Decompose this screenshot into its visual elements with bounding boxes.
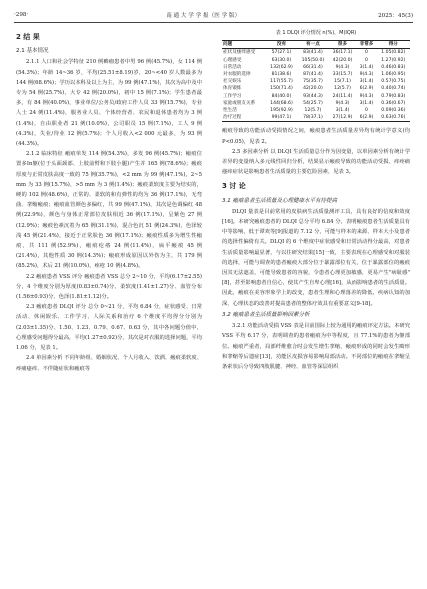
subsection-31-heading: 3.1 瘢痕患者生活质量及心理健康水平有待提高 — [222, 197, 337, 204]
table-cell: 99(47.1) — [266, 114, 297, 122]
table-cell: 12(5.7) — [304, 108, 322, 114]
table-cell: 27(12.9) — [329, 114, 357, 122]
table-cell: 87(41.4) — [303, 72, 323, 78]
table-cell: 42(20.0) — [303, 86, 323, 92]
table-cell: 0.63(0.76) — [377, 114, 410, 122]
table-row — [222, 85, 410, 92]
dlqi-score-paragraph: 2.3 瘢痕患者 DLQI 评分 总分 0~21 分，平均 6.84 分，症状感受、日常活动、休闲娱乐、工作学习、人际关系和治疗 6 个维度平均得分分别为(2.03±1.35)分、1.50、1.23、0.79、0.67、0.63 分，其中各问题分值中，心理感受问题得分最高，平均(1.27±0.92)分，其次是对衣服的选择问题，平均 1.06 分，见表 1。 — [16, 304, 202, 352]
table-cell: 33(15.7) — [332, 72, 353, 78]
table-cell: 54(25.7) — [303, 100, 323, 106]
col-none: 没有 — [266, 41, 297, 49]
table-cell: 0 — [365, 50, 368, 56]
table-cell: 24(11.4) — [332, 93, 353, 99]
table-row — [222, 100, 410, 107]
col-score: 得分 — [377, 41, 410, 49]
clinical-features-paragraph: 2.1.2 临床特征 瘢痕单发 114 例(54.3%)，多发 96 例(45.7%)；瘢痕位置多In躯(位于头面颈部、上肢前臂和下肢小腿)产生并 165 例(78.6%)；瘢痕厚度与正常皮肤高度一致的 75 例(35.7%)，<2 mm 为 99 例(47.1%)，2~5 mm 为 33 例(15.7%)，>5 mm 为 3 例(1.4%)；瘢痕柔软度主要为结实的，硬的 102 例(48.6%)，正常的、柔软的和有弹性的均为 36 例(17.1%)，无弯曲、挛缩瘢痕；瘢痕血管颜色多偏红，共 99 例(47.1%)，其次是色调偏红 48 例(22.9%)，颜色与身体正常部位皮肤相近 36 例(17.1%)，呈紫色 27 例(12.9%)；瘢痕色素沉着为 65 例(31.1%)，混合色沉 51 例(24.3%)，色泽较浅 45 例(21.4%)，接近于正常肤色 36 例(17.1%)；瘢痕性质多为增生性瘢痕，共 111 例(52.9%)，瘢痕疙瘩 24 例(11.4%)，扁平瘢痕 45 例(21.4%)，其他性质 30 例(14.3%)；瘢痕形成原因以外伤为主，共 179 例(85.2%)，术后 21 例(10.0%)，痤疮 10 例(4.8%)。 — [16, 151, 202, 270]
row-label: 对衣服的选择 — [223, 72, 251, 78]
continued-paragraph: 瘢痕导致的功能活动受损情况之间，瘢痕患者生活质量差异均有统计学意义(均 P<0.05)，见表 2。 — [222, 128, 410, 145]
section-results-heading: 2 结 果 — [16, 33, 40, 41]
subsection-32-heading: 3.2 瘢痕患者生活质量影响因素分析 — [222, 311, 310, 318]
table-cell: 3(1.4) — [359, 79, 374, 85]
table-cell: 3(1.4) — [359, 64, 374, 70]
table-cell: 6(2.9) — [356, 114, 376, 122]
table-cell: 195(92.9) — [270, 108, 293, 114]
right-body-text — [222, 126, 410, 372]
table-cell: 78(37.1) — [297, 114, 328, 122]
function-paragraph: 3.2.1 功能活动受损 VSS 表是目前国际上较为通用的瘢痕评定方法。本研究 VSS 平均 6.17 分，表明调查的患者瘢痕为中等程度，且 77.1%的患者为躯部位。瘢痕严重者，局部纤维愈合时会发生增生挛缩，瘢痕形成的同时会发生畸形和挛缩等后遗症[13]，功能区皮损容易影响局部活动。不同部位的瘢痕在挛缩呈条索状后分导致四肢肌腱、神经、血管等深层组织 — [222, 323, 410, 370]
table-cell: 0 — [365, 108, 368, 114]
row-label: 家庭或朋友关系 — [223, 100, 256, 106]
table-cell: 3(1.4) — [359, 100, 374, 106]
table-header-row — [222, 41, 410, 49]
univariate-paragraph: 2.4 单因素分析 不同年龄组、婚姻状况、个人月收入、饮酒、瘢痕柔软度、疼痛瘙痒、不伴随症状和瘢痕等 — [16, 355, 202, 372]
table-cell: 9(4.3) — [359, 93, 374, 99]
journal-title: 南 通 大 学 学 报（医 学 版） — [166, 13, 241, 19]
table-cell: 93(44.3) — [303, 93, 323, 99]
table-cell: 6(2.9) — [359, 86, 374, 92]
table-cell: 42(20.0) — [332, 57, 353, 63]
col-question: 问题 — [222, 41, 266, 49]
vss-score-paragraph: 2.2 瘢痕患者 VSS 评分 瘢痕患者 VSS 总分 2~10 分，平均(6.17±2.55)分，4 个维度分别为厚度(0.83±0.74)分、柔软度(1.41±1.27)分、血管分布(1.56±0.93)分、色泽(1.81±1.12)分。 — [16, 273, 202, 301]
table-cell: 1.27(0.92) — [381, 57, 406, 63]
table-body — [222, 49, 410, 122]
col-little: 有一点 — [297, 41, 328, 49]
dlqi-table — [222, 28, 410, 122]
table-cell: 150(71.4) — [270, 86, 293, 92]
table-cell: 66(31.4) — [303, 64, 323, 70]
table-row — [222, 107, 410, 114]
table-cell: 0.09(0.36) — [381, 108, 406, 114]
table-cell: 12(5.7) — [334, 86, 351, 92]
right-column — [222, 28, 410, 372]
table-row — [222, 64, 410, 71]
row-label: 心理感受 — [223, 57, 242, 63]
page-header — [14, 8, 413, 22]
row-label: 性生活 — [223, 108, 237, 114]
demographics-paragraph: 2.1.1 人口和社会学特征 210 例癣瘤患者中男 96 例(45.7%)，女 114 例(54.3%)；年龄 14~36 岁，平均(25.51±8.19)岁，20~<40 岁人数最多为 144 例(68.6%)；学历以本科及以上为主，为 99 例(47.1%)，其次为高中及中专为 54 例(25.7%)，大专 42 例(20.0%)，初中 15 例(7.1%)；学生患者最多，有 84 例(40.0%)，事业单位/公务员/政府工作人员 33 例(15.7%)，专业人士 24 例(11.4%)，服务业人员、个体经营者、农民和退休患者均为 3 例(1.4%)，自由职业者 21 例(10.0%)，公司职员 15 例(7.1%)，工人 9 例(4.3%)，失业/待业 12 例(5.7%)；个人月收入<2 000 元最多，为 93 例(44.3%)。 — [16, 59, 202, 148]
table-cell: 0.40(0.74) — [381, 86, 406, 92]
row-label: 治疗过程 — [222, 114, 266, 122]
table-row — [222, 49, 410, 57]
table-cell: 81(38.6) — [271, 72, 292, 78]
table-row — [222, 78, 410, 85]
left-column — [16, 28, 202, 374]
table-cell: 15(7.1) — [334, 79, 351, 85]
table-row — [222, 71, 410, 78]
table-cell: 132(62.9) — [270, 64, 293, 70]
table-cell: 63(30.0) — [271, 57, 292, 63]
subsection-basic-heading: 2.1 基本情况 — [16, 48, 49, 55]
table-cell: 0 — [365, 57, 368, 63]
table-cell: 83(41.4) — [303, 50, 323, 56]
table-cell: 9(4.3) — [335, 64, 350, 70]
table-row — [222, 114, 410, 122]
col-very-much: 非常多 — [356, 41, 376, 49]
table-cell: 9(4.3) — [335, 100, 350, 106]
table-cell: 144(68.6) — [270, 100, 293, 106]
table-cell: 9(4.3) — [359, 72, 374, 78]
row-label: 社交娱乐 — [223, 79, 242, 85]
table-cell: 84(40.0) — [271, 93, 292, 99]
table-row — [222, 93, 410, 100]
header-rule — [14, 22, 413, 23]
col-lot: 很多 — [329, 41, 357, 49]
page-number: ·298· — [14, 12, 29, 18]
row-label: 体育锻炼 — [223, 86, 242, 92]
discussion-paragraph: DLQI 量表是目前常用的皮肤病生活质量测评工具，具有良好的信度和效度[16]。本研究瘢痕患者的 DLQI 总分平均 6.84 分，表明瘢痕患者生活质量具有中等影响，低于谭欢等[9]报道的 7.12 分，可能与样本的来源、样本大小及患者的选择性偏倚有关。DLQI 的 6 个维度中症状感受和日常活动得分最高，对患者生活质量影响最显著，与以往研究结果[15]一致，主要表现在心理感受和对服装的选择，可能与调查的患者瘢痕大部分位于暴露部位有关，位于暴露部位的瘢痕因其无法遮盖，可能导致患者的容貌，令患者心理更加敏感，更易产生"病耻感"[8]，甚至影响患者自信心，使其产生自卑心理[16]，从而影响患者的生活质量。因此，瘢痕在美容形象学上的改变，患者生理和心理落差的降低，疾病认知的加深，心理状态的改善对提高患者的整体疗效具有重要意义[9-18]。 — [222, 208, 410, 307]
table-cell: 1.06(0.95) — [381, 72, 406, 78]
table-cell: 1.05(0.82) — [381, 50, 406, 56]
table-cell: 0.46(0.83) — [381, 64, 406, 70]
table-cell: 36(17.1) — [332, 50, 353, 56]
table-cell: 105(50.0) — [301, 57, 325, 63]
table-cell: 75(35.7) — [303, 79, 323, 85]
table-row — [222, 57, 410, 64]
row-label: 工作学习 — [223, 93, 242, 99]
table-cell: 117(55.7) — [270, 79, 293, 85]
issue-number: 2025：45(3) — [378, 13, 413, 19]
row-label: 症状及瘙痒感受 — [223, 50, 256, 56]
table-cell: 0.36(0.67) — [381, 100, 406, 106]
multivariate-paragraph: 2.5 多因素分析 以 DLQI 生活质量总分作为因变量，以单因素分析有统计学差异的变量纳入多元线性回归分析，结果显示瘢痕导致的功能活动受损、痒疼痛瘙痒症状是影响患者生活质量的主要危险因素，见表 3。 — [222, 148, 410, 176]
table-cell: 57(27.1) — [271, 50, 292, 56]
section-discussion-heading: 3 讨 论 — [222, 182, 246, 191]
row-label: 日常活动 — [223, 64, 242, 70]
table-cell: 0.79(0.83) — [381, 93, 406, 99]
table-caption: 表 1 DLQI 评分情况 n(%)，M(IQR) — [275, 30, 357, 36]
table-cell: 3(1.4) — [335, 108, 350, 114]
table-cell: 0.57(0.75) — [381, 79, 406, 85]
